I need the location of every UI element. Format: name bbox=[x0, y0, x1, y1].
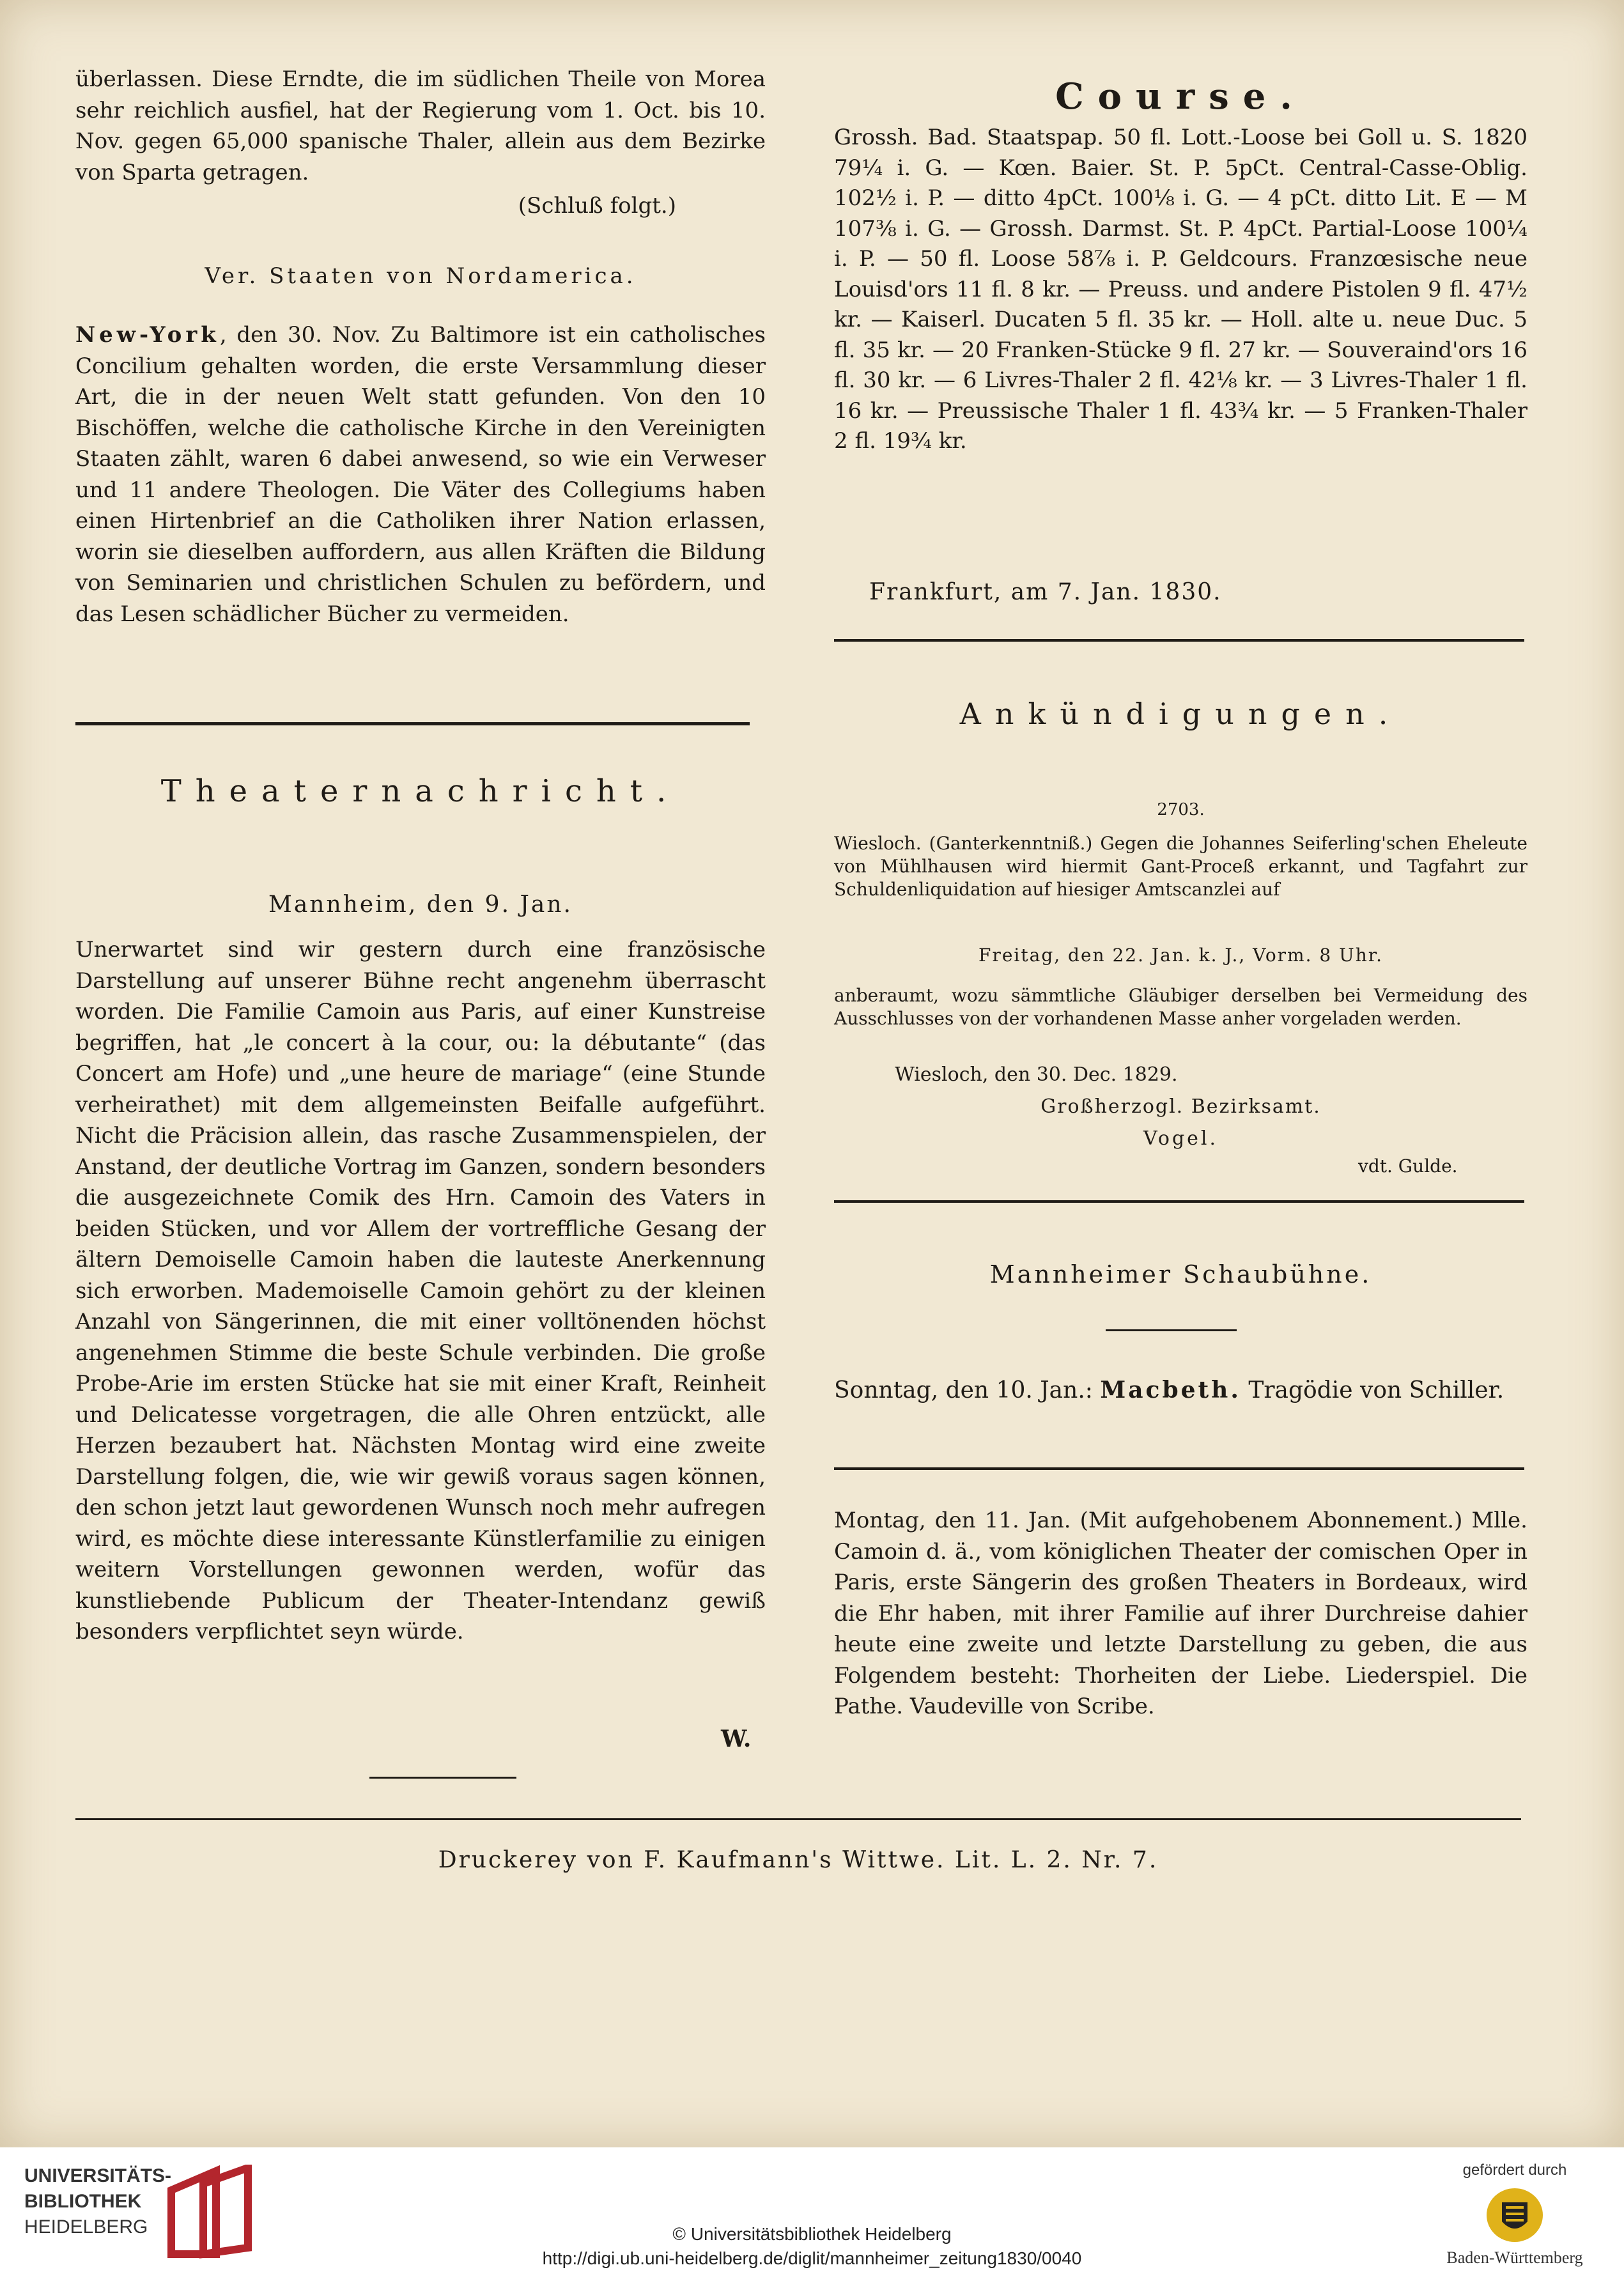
right-column bbox=[834, 0, 1527, 2109]
source-url[interactable]: http://digi.ub.uni-heidelberg.de/diglit/mannheimer_zeitung1830/0040 bbox=[542, 2248, 1082, 2268]
ub-heidelberg-logo-icon bbox=[159, 2165, 261, 2260]
intro-closing: (Schluß folgt.) bbox=[518, 193, 676, 219]
section-heading: Ver. Staaten von Nordamerica. bbox=[205, 263, 637, 289]
monday-lead: Montag, den 11. Jan. bbox=[834, 1508, 1071, 1533]
short-rule bbox=[1106, 1329, 1237, 1331]
course-dateline: Frankfurt, am 7. Jan. 1830. bbox=[869, 579, 1222, 605]
intro-paragraph: überlassen. Diese Erndte, die im südlichen Theile von Morea sehr reichlich ausfiel, hat der Regierung vom 1. Oct. bis 10. Nov. gegen 65,000 spanische Thaler, allein aus dem Bezirke von Sparta getragen. bbox=[75, 66, 766, 185]
funder-block[interactable] bbox=[1419, 2161, 1611, 2270]
column-rule bbox=[834, 639, 1524, 642]
ad-signer: Vogel. bbox=[1143, 1127, 1219, 1150]
left-column bbox=[75, 0, 766, 2109]
ad-number: 2703. bbox=[1157, 800, 1205, 819]
ad-date-line: Freitag, den 22. Jan. k. J., Vorm. 8 Uhr. bbox=[978, 945, 1383, 966]
sunday-title: Macbeth. bbox=[1100, 1377, 1241, 1403]
ny-text: , den 30. Nov. Zu Baltimore ist ein catholisches Concilium gehalten worden, die erste Versammlung dieser Art, die in der neuen Welt statt gefunden. Von den 10 Bischöffen, welche die catholische Kirche in den Vereinigten Staaten zählt, waren 6 dabei anwesend, so wie ein Verweser und 11 andere Theologen. Die Väter des Collegiums haben einen Hirtenbrief an die Catholiken ihrer Nation erlassen, worin sie dieselben auffordern, aus allen Kräften die Bildung von Seminarien und christlichen Schulen zu befördern, und das Lesen schädlicher Bücher zu vermeiden. bbox=[75, 322, 766, 627]
logo-line-1: UNIVERSITÄTS- bbox=[24, 2165, 172, 2186]
ad-text-2: anberaumt, wozu sämmtliche Gläubiger derselben bei Vermeidung des Ausschlusses von der vorhandenen Masse anher vorgeladen werden. bbox=[834, 985, 1527, 1029]
baden-wuerttemberg-crest-icon bbox=[1476, 2183, 1553, 2247]
ad-text: Wiesloch. (Ganterkenntniß.) Gegen die Johannes Seiferling'schen Eheleute von Mühlhausen wird hiermit Gant-Proceß erkannt, und Tagfahrt zur Schuldenliquidation auf hiesiger Amtscanzlei auf bbox=[834, 833, 1527, 900]
funded-by-label: gefördert durch bbox=[1462, 2161, 1567, 2179]
sunday-text: Tragödie von Schiller. bbox=[1248, 1377, 1504, 1403]
bottom-rule bbox=[75, 1818, 1521, 1820]
ub-heidelberg-logo[interactable] bbox=[24, 2163, 280, 2259]
logo-line-3: HEIDELBERG bbox=[24, 2216, 148, 2237]
course-heading: Course. bbox=[1055, 75, 1306, 118]
sunday-lead: Sonntag, den 10. Jan.: bbox=[834, 1377, 1093, 1403]
column-rule bbox=[834, 1200, 1524, 1203]
funder-name: Baden-Württemberg bbox=[1446, 2248, 1583, 2267]
column-rule bbox=[75, 722, 750, 725]
monday-entry bbox=[834, 1505, 1527, 1722]
copyright: © Universitätsbibliothek Heidelberg bbox=[672, 2224, 952, 2244]
short-rule bbox=[369, 1777, 516, 1779]
theater-dateline: Mannheim, den 9. Jan. bbox=[268, 892, 573, 918]
sunday-entry bbox=[834, 1374, 1527, 1407]
ad-dateline: Wiesloch, den 30. Dec. 1829. bbox=[895, 1063, 1178, 1086]
theater-signature: W. bbox=[721, 1726, 752, 1752]
ad-office: Großherzogl. Bezirksamt. bbox=[1040, 1095, 1321, 1118]
schau-heading: Mannheimer Schaubühne. bbox=[989, 1260, 1372, 1288]
ad-vdt: vdt. Gulde. bbox=[1358, 1155, 1458, 1177]
monday-text: (Mit aufgehobenem Abonnement.) Mlle. Camoin d. ä., vom königlichen Theater der comischen Oper in Paris, erste Sängerin des großen Theaters in Bordeaux, wird die Ehr haben, mit ihrer Familie auf ihrer Durchreise dahier heute eine zweite und letzte Darstellung zu geben, die aus Folgendem besteht: Thorheiten der Liebe. Liederspiel. Die Pathe. Vaudeville von Scribe. bbox=[834, 1508, 1527, 1719]
ny-dateline: New-York bbox=[75, 322, 220, 348]
column-rule bbox=[834, 1467, 1524, 1470]
ads-heading: Ankündigungen. bbox=[959, 697, 1402, 731]
theater-heading: Theaternachricht. bbox=[160, 773, 681, 809]
printer-line: Druckerey von F. Kaufmann's Wittwe. Lit. L. 2. Nr. 7. bbox=[438, 1847, 1159, 1873]
theater-text: Unerwartet sind wir gestern durch eine französische Darstellung auf unserer Bühne recht angenehm überrascht worden. Die Familie Camoin aus Paris, auf einer Kunstreise begriffen, hat „le concert à la cour, ou: la débutante“ (das Concert am Hofe) und „une heure de mariage“ (eine Stunde verheirathet) mit dem allgemeinsten Beifalle aufgeführt. Nicht die Präcision allein, das rasche Zusammenspielen, der Anstand, der deutliche Vortrag im Ganzen, sondern besonders die ausgezeichnete Comik des Hrn. Camoin des Vaters in beiden Stücken, und vor Allem der vortreffliche Gesang der ältern Demoiselle Camoin haben die lauteste Anerkennung sich erworben. Mademoiselle Camoin gehört zu der kleinen Anzahl von Sängerinnen, die mit einer volltönenden höchst angenehmen Stimme die beste Schule verbinden. Die große Probe-Arie im ersten Stücke hat sie mit einer Kraft, Reinheit und Delicatesse vorgetragen, die alle Ohren entzückt, alle Herzen bezaubert hat. Nächsten Montag wird eine zweite Darstellung folgen, die, wie wir gewiß voraus sagen können, den schon jetzt laut gewordenen Wunsch noch mehr aufregen wird, es möchte diese interessante Künstlerfamilie zu einigen weitern Vorstellungen gewonnen werden, wofür das kunstliebende Publicum der Theater-Intendanz gewiß besonders verpflichtet seyn würde. bbox=[75, 937, 766, 1644]
course-text: Grossh. Bad. Staatspap. 50 fl. Lott.-Loose bei Goll u. S. 1820 79¼ i. G. — Kœn. Baier. St. P. 5pCt. Central-Casse-Oblig. 102½ i. P. — ditto 4pCt. 100⅛ i. G. — 4 pCt. ditto Lit. E — M 107⅜ i. G. — Grossh. Darmst. St. P. 4pCt. Partial-Loose 100¼ i. P. — 50 fl. Loose 58⅞ i. P. Geldcours. Franzœsische neue Louisd'ors 11 fl. 8 kr. — Preuss. und andere Pistolen 9 fl. 47½ kr. — Kaiserl. Ducaten 5 fl. 35 kr. — Holl. alte u. neue Duc. 5 fl. 35 kr. — 20 Franken-Stücke 9 fl. 27 kr. — Souveraind'ors 16 fl. 30 kr. — 6 Livres-Thaler 2 fl. 42⅛ kr. — 3 Livres-Thaler 1 fl. 16 kr. — Preussische Thaler 1 fl. 43¾ kr. — 5 Franken-Thaler 2 fl. 19¾ kr. bbox=[834, 125, 1527, 454]
ny-article bbox=[75, 320, 766, 630]
logo-line-2: BIBLIOTHEK bbox=[24, 2191, 142, 2212]
